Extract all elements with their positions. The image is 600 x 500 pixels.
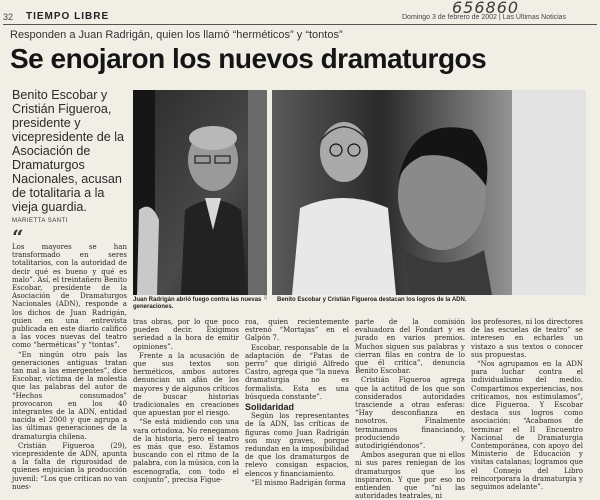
paragraph: “El mismo Radrigán forma [251, 478, 346, 487]
photo-escobar-figueroa [272, 90, 586, 295]
headline: Se enojaron los nuevos dramaturgos [10, 43, 487, 74]
paragraph: Escobar, responsable de la adaptación de “Patas de perro” que dirigió Alfredo Castro, agrega que “la nueva dramaturgia no es formalista. Esta es una búsqueda constante”. [245, 343, 349, 401]
article-column-1 [12, 225, 127, 491]
photo-juan-radrigan [133, 90, 267, 295]
article-column-5 [471, 318, 583, 492]
paragraph: los profesores, ni los directores de las escuelas de teatro” se interesen en echarles un vistazo a sus textos o conocer sus propuestas. [471, 318, 583, 359]
subhead-solidaridad: Solidaridad [245, 402, 295, 413]
caption-left: Juan Radrigán abrió fuego contra las nuevas generaciones. [133, 297, 262, 311]
page-number: 32 [3, 12, 14, 22]
paragraph: Según los representantes de la ADN, las críticas de figuras como Juan Radrigán son muy graves, porque redundan en la imposibilidad de que los dramaturgos de relevo consigan espacios, elencos y financiamiento. [245, 412, 349, 478]
article-column-3 [245, 318, 349, 487]
paragraph: Cristián Figueroa agrega que la actitud de los que son considerados autoridades trasciende a otras esferas: “Hay desconfianza en nosotros. Finalmente terminamos financiando, produciendo y autodirigiéndonos”. [355, 376, 465, 451]
paragraph: Cristián Figueroa (29), vicepresidente de ADN, apunta a la falta de rigurosidad de quienes enjuician la producción juvenil: “Los que critican no van nues- [12, 441, 127, 491]
caption-right: Benito Escobar y Cristián Figueroa destacan los logros de la ADN. [277, 297, 467, 303]
paragraph: tras obras, por lo que poco pueden decir. Exigimos seriedad a la hora de emitir opiniones”. [133, 318, 239, 351]
portrait-image [272, 90, 586, 295]
section-title: TIEMPO LIBRE [26, 11, 110, 22]
paragraph: “En ningún otro país las generaciones antiguas tratan tan mal a las emergentes”, dice Escobar, víctima de la molestia que las palabras del autor de “Hechos consumados” provocaron en los 40 integrantes de la ADN, entidad nacida el 2000 y que agrupa a las últimas generaciones de la dramaturgia chilena. [12, 350, 127, 441]
article-column-4 [355, 318, 465, 500]
date-source: Domingo 3 de febrero de 2002 | Las Últimas Noticias [402, 14, 567, 21]
paragraph: “Se está midiendo con una vara ortodoxa. No renegamos de la historia, pero el teatro es más que eso. Estamos buscando con el ritmo de la palabra, con la música, con la escenografía, con todo el conjunto”, precisa Figue- [133, 418, 239, 484]
paragraph: roa, quien recientemente estrenó “Mortajas” en el Galpón 7. [245, 318, 349, 343]
byline: MARIETTA SANTI [12, 218, 68, 224]
paragraph: Frente a la acusación de que sus textos son herméticos, ambos autores denuncian un afán de los mayores y de algunos críticos de buscar historias tradicionales en creaciones que apuestan por el riesgo. [133, 351, 239, 418]
paragraph: Los mayores se han transformado en seres totalitarios, con la autoridad de decir qué es bueno y qué es malo”. Así, el treintañero Benito Escobar, presidente de la Asociación de Dramaturgos Nacionales (ADN), responde a los dichos de Juan Radrigán, quien en una entrevista publicada en este diario calificó a las voces nuevas del teatro como “herméticas” y “tontas”. [12, 243, 127, 350]
kicker: Responden a Juan Radrigán, quien los llamó “herméticos” y “tontos” [10, 29, 343, 41]
portrait-image [133, 90, 267, 295]
paragraph: parte de la comisión evaluadora del Fondart y es jurado en varios premios. Muchos siguen sus palabras y cierran filas en contra de lo que él critica”, denuncia Benito Escobar. [355, 318, 465, 376]
article-column-2 [133, 318, 239, 484]
paragraph: “Nos agrupamos en la ADN para luchar contra el individualismo del medio. Compartimos experiencias, nos criticamos, nos estimulamos”, dice Figueroa. Y Escobar destaca sus logros como asociación: “Acabamos de terminar el II Encuentro Nacional de Dramaturgia Contemporánea, con apoyo del Ministerio de Educación y visitas catalanas; logramos que el Consejo del Libro reincorporara la dramaturgia y seguimos adelante”. [471, 360, 583, 492]
lead-paragraph: Benito Escobar y Cristián Figueroa, presidente y vicepresidente de la Asociación de Dramaturgos Nacionales, acusan de totalitaria a la vieja guardia. [12, 88, 125, 214]
header-rule [3, 24, 597, 25]
paragraph: Ambos aseguran que ni ellos ni sus pares reniegan de los dramaturgos que los inspiraron. Y que por eso no entienden que “ni las autoridades teatrales, ni [355, 451, 465, 500]
handwritten-archive-number: 656860 [452, 0, 520, 17]
drop-quote-mark: “ [12, 225, 24, 249]
photo-credit: JORGE SANCHEZ [263, 262, 268, 301]
